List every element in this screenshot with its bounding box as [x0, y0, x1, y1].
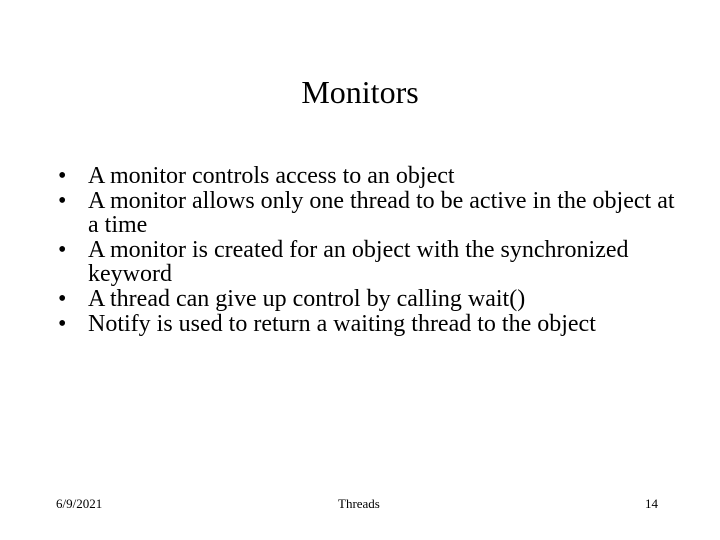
bullet-item: • A monitor controls access to an object [56, 164, 676, 188]
page-number: 14 [645, 496, 658, 511]
bullet-item: • A monitor allows only one thread to be active in the object at a time [56, 189, 676, 237]
bullet-item: • A monitor is created for an object with the synchronized keyword [56, 238, 676, 286]
bullet-item: • Notify is used to return a waiting thread to the object [56, 312, 676, 336]
footer-date: 6/9/2021 [56, 496, 103, 511]
bullet-list [56, 164, 676, 337]
footer-title: Threads [338, 496, 380, 511]
bullet-item: • A thread can give up control by calling wait() [56, 287, 676, 311]
slide-title: Monitors [301, 74, 419, 110]
